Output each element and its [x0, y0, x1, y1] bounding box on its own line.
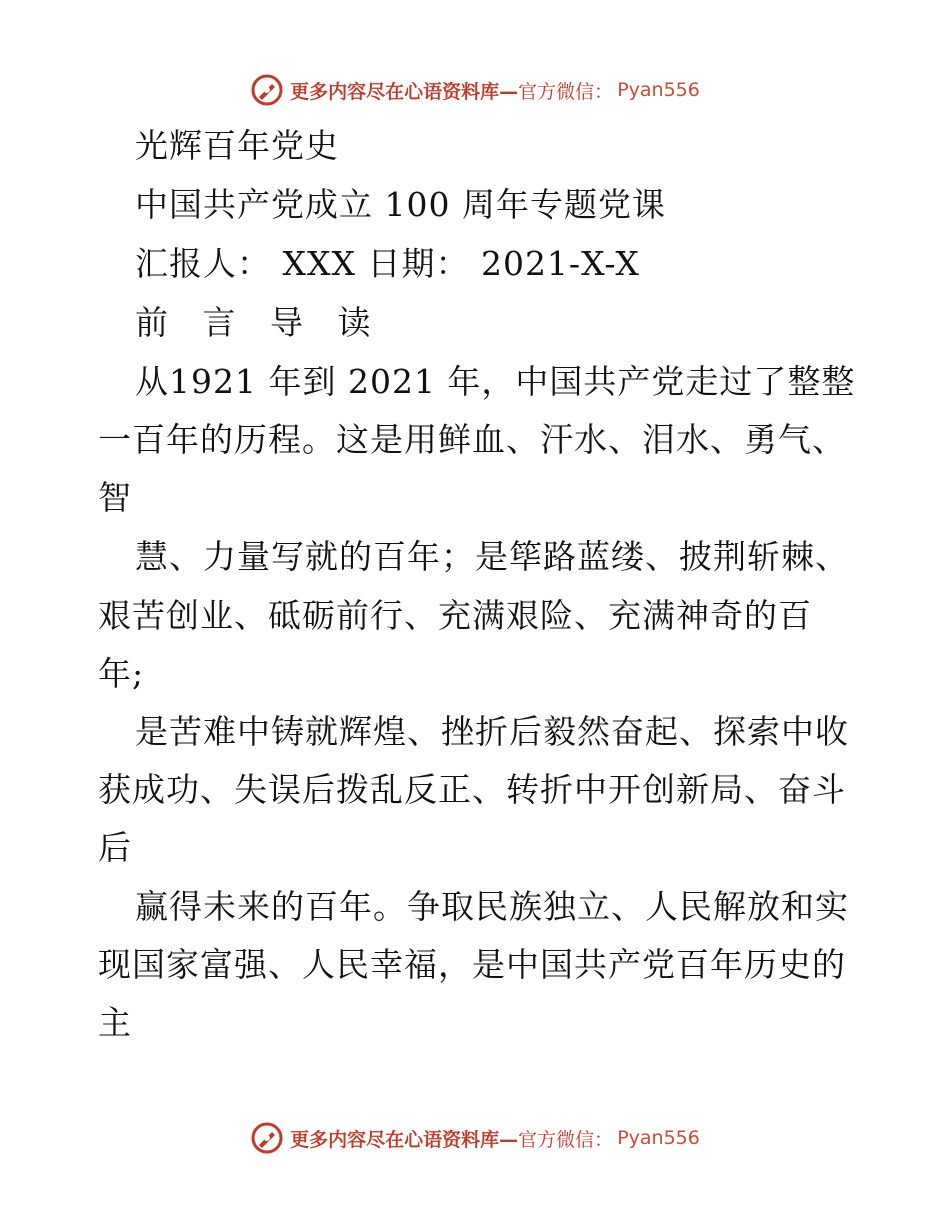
section-heading: 前 言 导 读 [135, 303, 383, 342]
body-line: 是苦难中铸就辉煌、挫折后毅然奋起、探索中收 [135, 712, 849, 751]
reporter-line: 汇报人： XXX 日期： 2021-X-X [135, 244, 640, 283]
body-line: 智 [98, 478, 132, 517]
body-line: 现国家富强、人民幸福，是中国共产党百年历史的 [98, 945, 846, 984]
body-line: 从1921 年到 2021 年，中国共产党走过了整整 [135, 362, 856, 401]
body-line: 主 [98, 1003, 132, 1042]
body-line: 慧、力量写就的百年；是筚路蓝缕、披荆斩棘、 [135, 537, 849, 576]
pen-logo-icon [250, 1121, 284, 1155]
body-line: 年; [98, 654, 145, 693]
watermark-text: 更多内容尽在心语资料库— [290, 80, 519, 103]
pen-logo-icon [250, 73, 284, 107]
body-line: 艰苦创业、砥砺前行、充满艰险、充满神奇的百 [98, 596, 812, 635]
watermark-banner-top [0, 70, 950, 110]
watermark-text: 更多内容尽在心语资料库— [290, 1128, 519, 1151]
body-line: 获成功、失误后拨乱反正、转折中开创新局、奋斗 [98, 770, 846, 809]
body-line: 后 [98, 828, 132, 867]
body-line: 赢得未来的百年。争取民族独立、人民解放和实 [135, 887, 849, 926]
watermark-wechat-label: 官方微信： [518, 1128, 614, 1151]
body-line: 一百年的历程。这是用鲜血、汗水、泪水、勇气、 [98, 420, 846, 459]
watermark-wechat-label: 官方微信： [518, 80, 614, 103]
watermark-handle: Pyan556 [617, 1127, 700, 1149]
doc-title: 光辉百年党史 [135, 126, 339, 165]
watermark-handle: Pyan556 [617, 79, 700, 101]
doc-subtitle: 中国共产党成立 100 周年专题党课 [135, 185, 666, 224]
watermark-banner-bottom [0, 1118, 950, 1158]
